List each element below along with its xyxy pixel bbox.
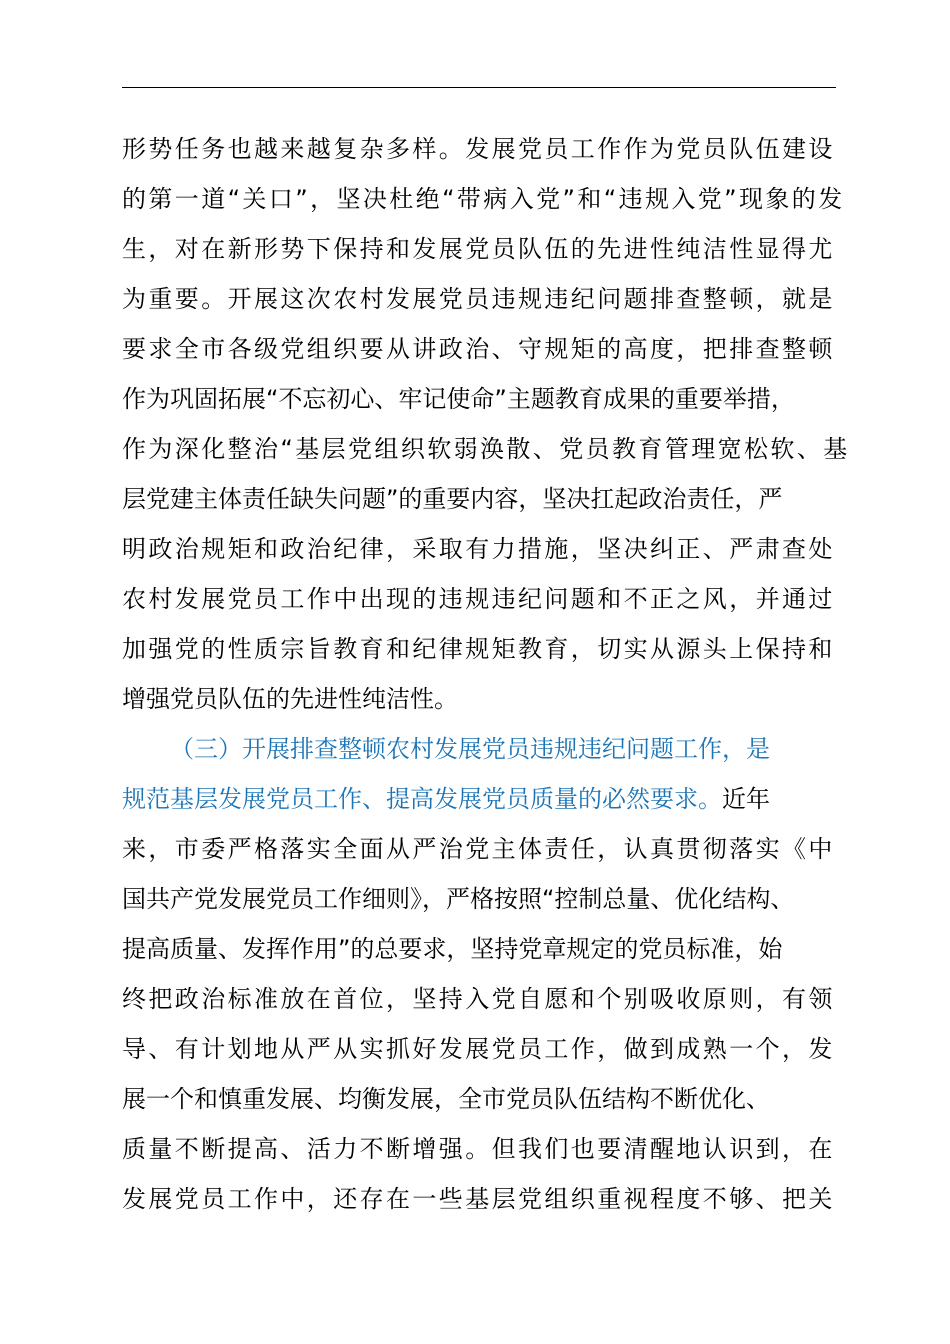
paragraph-line: 形势任务也越来越复杂多样。发展党员工作作为党员队伍建设 [122, 135, 835, 163]
paragraph-line: 作为深化整治“基层党组织软弱涣散、党员教育管理宽松软、基 [122, 435, 850, 463]
section-heading-continued: 规范基层发展党员工作、提高发展党员质量的必然要求。 [122, 785, 722, 813]
paragraph-line: 增强党员队伍的先进性纯洁性。 [122, 685, 458, 713]
paragraph-line: 导、有计划地从严从实抓好发展党员工作，做到成熟一个，发 [122, 1035, 835, 1063]
header-divider [122, 87, 836, 88]
paragraph-line: 终把政治标准放在首位，坚持入党自愿和个别吸收原则，有领 [122, 985, 835, 1013]
section-heading-line [122, 774, 770, 824]
paragraph-line: 提高质量、发挥作用”的总要求，坚持党章规定的党员标准，始 [122, 935, 783, 963]
paragraph-line: 展一个和慎重发展、均衡发展，全市党员队伍结构不断优化、 [122, 1085, 770, 1113]
paragraph-line: 层党建主体责任缺失问题”的重要内容，坚决扛起政治责任，严 [122, 485, 783, 513]
paragraph-line: 生，对在新形势下保持和发展党员队伍的先进性纯洁性显得尤 [122, 235, 835, 263]
paragraph-line: 为重要。开展这次农村发展党员违规违纪问题排查整顿，就是 [122, 285, 835, 313]
paragraph-line: 要求全市各级党组织要从讲政治、守规矩的高度，把排查整顿 [122, 335, 835, 363]
paragraph-line: 的第一道“关口”，坚决杜绝“带病入党”和“违规入党”现象的发 [122, 185, 845, 213]
paragraph-line: 发展党员工作中，还存在一些基层党组织重视程度不够、把关 [122, 1185, 835, 1213]
section-heading: （三）开展排查整顿农村发展党员违规违纪问题工作，是 [170, 735, 770, 763]
paragraph-line: 质量不断提高、活力不断增强。但我们也要清醒地认识到，在 [122, 1135, 835, 1163]
paragraph-line: 作为巩固拓展“不忘初心、牢记使命”主题教育成果的重要举措， [122, 385, 795, 413]
paragraph-line: 明政治规矩和政治纪律，采取有力措施，坚决纠正、严肃查处 [122, 535, 835, 563]
paragraph-line: 农村发展党员工作中出现的违规违纪问题和不正之风，并通过 [122, 585, 835, 613]
paragraph-text: 近年 [722, 785, 770, 813]
paragraph-line: 国共产党发展党员工作细则》，严格按照“控制总量、优化结构、 [122, 885, 795, 913]
paragraph-line: 来，市委严格落实全面从严治党主体责任，认真贯彻落实《中 [122, 835, 835, 863]
paragraph-line: 加强党的性质宗旨教育和纪律规矩教育，切实从源头上保持和 [122, 635, 835, 663]
